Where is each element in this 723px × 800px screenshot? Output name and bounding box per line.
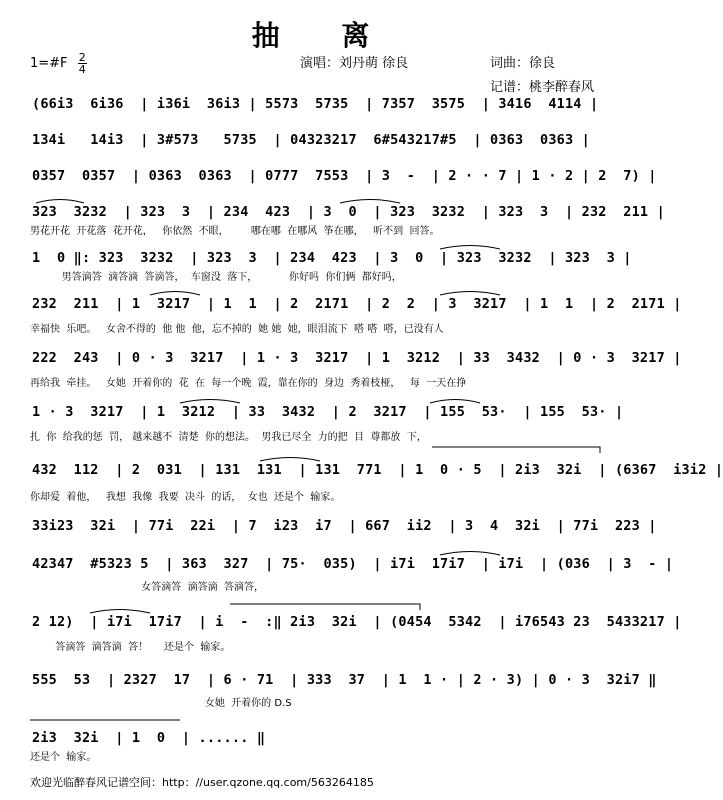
tie-arc (440, 552, 500, 556)
tie-arc (260, 458, 320, 462)
time-signature-top: 2 (78, 51, 86, 64)
tie-arc (36, 200, 84, 204)
notation-line-12: 2 12) | i7i 17i7 | i - :‖ 2i3 32i | (0454 5342 | i76543 23 5433217 | (32, 614, 682, 630)
composer-credit: 词曲：徐良 (490, 56, 556, 71)
notation-line-13: 555 53 | 2327 17 | 6 · 71 | 333 37 | 1 1 · | 2 · 3) | 0 · 3 32i7 ‖ (32, 672, 657, 688)
tie-arc (90, 610, 150, 614)
time-signature-bottom: 4 (78, 63, 86, 76)
lyrics-line-13: 女她 开着你的 D.S (30, 698, 292, 709)
tie-arc (430, 400, 480, 404)
tie-arc (340, 200, 400, 204)
song-title: 抽 离 (251, 19, 396, 52)
notation-line-14: 2i3 32i | 1 0 | ...... ‖ (32, 730, 266, 746)
volta-bracket-1 (230, 604, 420, 610)
tie-arc (440, 246, 500, 250)
notation-line-5: 1 0 ‖: 323 3232 | 323 3 | 234 423 | 3 0 | 323 3232 | 323 3 | (32, 250, 632, 266)
notation-line-3: 0357 0357 | 0363 0363 | 0777 7553 | 3 - | 2 · · 7 | 1 · 2 | 2 7) | (32, 168, 657, 184)
lyrics-line-14: 还是个 输家。 (30, 752, 97, 763)
notation-line-10: 33i23 32i | 77i 22i | 7 i23 i7 | 667 ii2 | 3 4 32i | 77i 223 | (32, 518, 657, 534)
lyrics-line-5: 男答滴答 滴答滴 答滴答， 车窗没 落下， 你好吗 你们俩 都好吗， (30, 272, 402, 283)
transcriber-credit: 记谱：桃李醉春风 (490, 80, 595, 95)
lyrics-line-7: 再给我 牵挂。 女她 开着你的 花 在 每一个晚 霞，靠在你的 身边 秀着枝桠， 每 一天在挣 (30, 378, 467, 389)
notation-line-2: 134i 14i3 | 3#573 5735 | 04323217 6#543217#5 | 0363 0363 | (32, 132, 590, 148)
lyrics-line-6: 幸福快 乐吧。 女舍不得的 他 他 他，忘不掉的 她 她 她，眼泪流下 嗒 嗒 嗒，已没有人 (30, 324, 444, 335)
lyrics-line-8: 扎 你 给我的惩 罚， 越来越不 清楚 你的想法。 男我已尽全 力的把 目 尊都放 下， (30, 432, 427, 443)
lyrics-line-12: 答滴答 滴答滴 答！ 还是个 输家。 (30, 642, 231, 653)
notation-line-6: 232 211 | 1 3217 | 1 1 | 2 2171 | 2 2 | 3 3217 | 1 1 | 2 2171 | (32, 296, 682, 312)
singer-credit: 演唱：刘丹萌 徐良 (300, 56, 409, 71)
notation-line-4: 323 3232 | 323 3 | 234 423 | 3 0 | 323 3232 | 323 3 | 232 211 | (32, 204, 665, 220)
notation-line-9: 432 112 | 2 031 | 131 131 | 131 771 | 1 0 · 5 | 2i3 32i | (6367 i3i2 | (32, 462, 723, 478)
tie-arc (180, 400, 240, 404)
key-label: 1=#F (30, 56, 68, 71)
volta-bracket-2 (432, 447, 600, 453)
tie-arc (440, 292, 500, 296)
tie-arc (150, 292, 200, 296)
lyrics-line-9: 你却爱 着他， 我想 我像 我要 决斗 的话， 女也 还是个 输家。 (30, 492, 341, 503)
notation-line-8: 1 · 3 3217 | 1 3212 | 33 3432 | 2 3217 | 155 53· | 155 53· | (32, 404, 624, 420)
footer-text: 欢迎光临醉春风记谱空间：http：//user.qzone.qq.com/563264185 (30, 776, 374, 789)
lyrics-line-4: 男花开花 开花落 花开花， 你依然 不眼， 哪在哪 在哪风 筝在哪， 听不到 回答。 (30, 226, 440, 237)
notation-line-11: 42347 #5323 5 | 363 327 | 75· 035) | i7i 17i7 | i7i | (036 | 3 - | (32, 556, 674, 572)
lyrics-line-11: 女答滴答 滴答滴 答滴答， (30, 582, 264, 593)
notation-line-1: (66i3 6i36 | i36i 36i3 | 5573 5735 | 7357 3575 | 3416 4114 | (32, 96, 599, 112)
notation-line-7: 222 243 | 0 · 3 3217 | 1 · 3 3217 | 1 3212 | 33 3432 | 0 · 3 3217 | (32, 350, 682, 366)
